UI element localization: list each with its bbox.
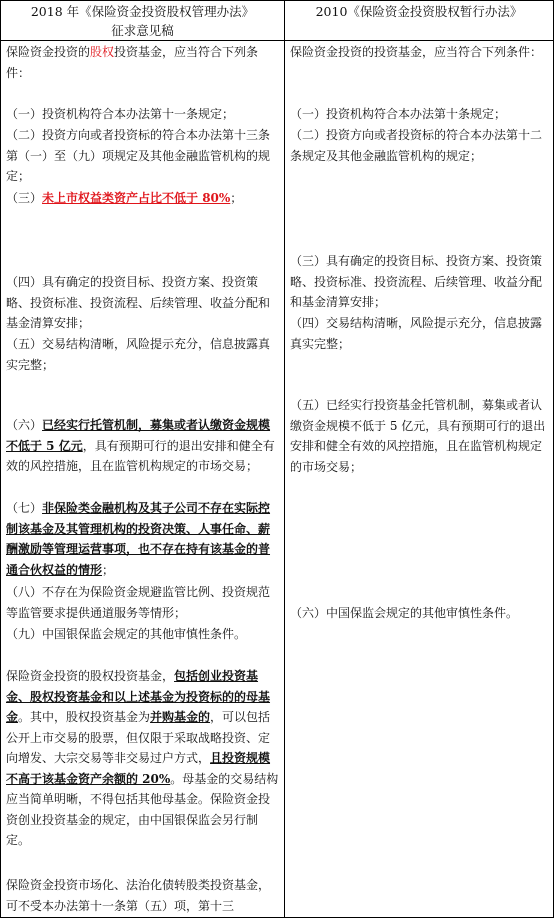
left-item-1: （一）投资机构符合本办法第十一条规定； (6, 107, 235, 121)
left-item-3: （三）未上市权益类资产占比不低于 80%； (6, 191, 243, 205)
left-item-6: （六）已经实行托管机制，募集或者认缴资金规模不低于 5 亿元，具有预期可行的退出安排和健全有效的风控措施，且在监管机构规定的市场交易； (6, 418, 275, 473)
highlight-mna-fund: 并购基金的 (150, 710, 211, 724)
column-divider (284, 0, 285, 918)
left-paragraph-2: 保险资金投资的股权投资基金，包括创业投资基金、股权投资基金和以上述基金为投资标的的母基金。其中，股权投资基金为并购基金的，可以包括公开上市交易的股票，但仅限于采取战略投资、定向增发、大宗交易等非交易过户方式，且投资规模不高于该基金资产余额的 20%。母基金的交易结构应当简单明晰，不得包括其他母基金。保险资金投资创业投资基金的规定，由中国银保监会另行制定。 (6, 669, 279, 847)
right-column-2010 (290, 42, 548, 917)
left-item-4: （四）具有确定的投资目标、投资方案、投资策略、投资标准、投资流程、后续管理、收益分配和基金清算安排； (6, 275, 271, 330)
left-item-8: （八）不存在为保险资金规避监管比例、投资规范等监管要求提供通道服务等情形； (6, 585, 271, 620)
highlight-fund-types: 包括创业投资基金、股权投资基金和以上述基金为投资标的的母基金 (6, 669, 271, 724)
highlight-unlisted-equity-ratio: 未上市权益类资产占比不低于 80% (42, 191, 231, 205)
right-item-4: （四）交易结构清晰，风险提示充分，信息披露真实完整； (290, 316, 543, 351)
right-item-2: （二）投资方向或者投资标的符合本办法第十二条规定及其他金融监管机构的规定； (290, 128, 543, 163)
header-divider (0, 40, 554, 41)
left-item-9: （九）中国银保监会规定的其他审慎性条件。 (6, 627, 247, 641)
left-intro: 保险资金投资的股权投资基金，应当符合下列条件： (6, 45, 259, 80)
left-column-2018 (6, 42, 280, 917)
left-item-5: （五）交易结构清晰，风险提示充分，信息披露真实完整； (6, 337, 271, 372)
right-intro: 保险资金投资的投资基金，应当符合下列条件： (290, 45, 543, 59)
left-item-7: （七）非保险类金融机构及其子公司不存在实际控制该基金及其管理机构的投资决策、人事任命、薪酬激励等管理运营事项，也不存在持有该基金的普通合伙权益的情形； (6, 501, 271, 577)
highlight-control-restriction: 非保险类金融机构及其子公司不存在实际控制该基金及其管理机构的投资决策、人事任命、薪酬激励等管理运营事项，也不存在持有该基金的普通合伙权益的情形 (6, 501, 271, 577)
header-2018-subtitle: 征求意见稿 (111, 23, 174, 38)
header-cell-2010 (285, 2, 553, 21)
table-border-top (0, 0, 554, 1)
right-item-5: （五）已经实行投资基金托管机制，募集或者认缴资金规模不低于 5 亿元，具有预期可行的退出安排和健全有效的风控措施，且在监管机构规定的市场交易； (290, 398, 546, 474)
right-item-6: （六）中国保监会规定的其他审慎性条件。 (290, 606, 519, 620)
left-item-2: （二）投资方向或者投资标的符合本办法第十三条第（一）至（九）项规定及其他金融监管机构的规定； (6, 128, 271, 183)
right-item-1: （一）投资机构符合本办法第十条规定； (290, 107, 507, 121)
highlight-custody-size: 已经实行托管机制，募集或者认缴资金规模不低于 5 亿元 (6, 418, 271, 453)
table-border-left (0, 0, 1, 918)
header-2018-title: 2018 年《保险资金投资股权管理办法》 (30, 4, 255, 19)
highlight-equity: 股权 (90, 45, 115, 59)
highlight-investment-cap: 且投资规模不高于该基金资产余额的 20% (6, 751, 271, 786)
right-item-3: （三）具有确定的投资目标、投资方案、投资策略、投资标准、投资流程、后续管理、收益分配和基金清算安排； (290, 254, 543, 309)
left-paragraph-3: 保险资金投资市场化、法治化债转股类投资基金，可不受本办法第十一条第（五）项，第十三 (6, 878, 271, 913)
header-2010-title: 2010《保险资金投资股权暂行办法》 (315, 4, 523, 19)
header-cell-2018 (1, 2, 284, 40)
